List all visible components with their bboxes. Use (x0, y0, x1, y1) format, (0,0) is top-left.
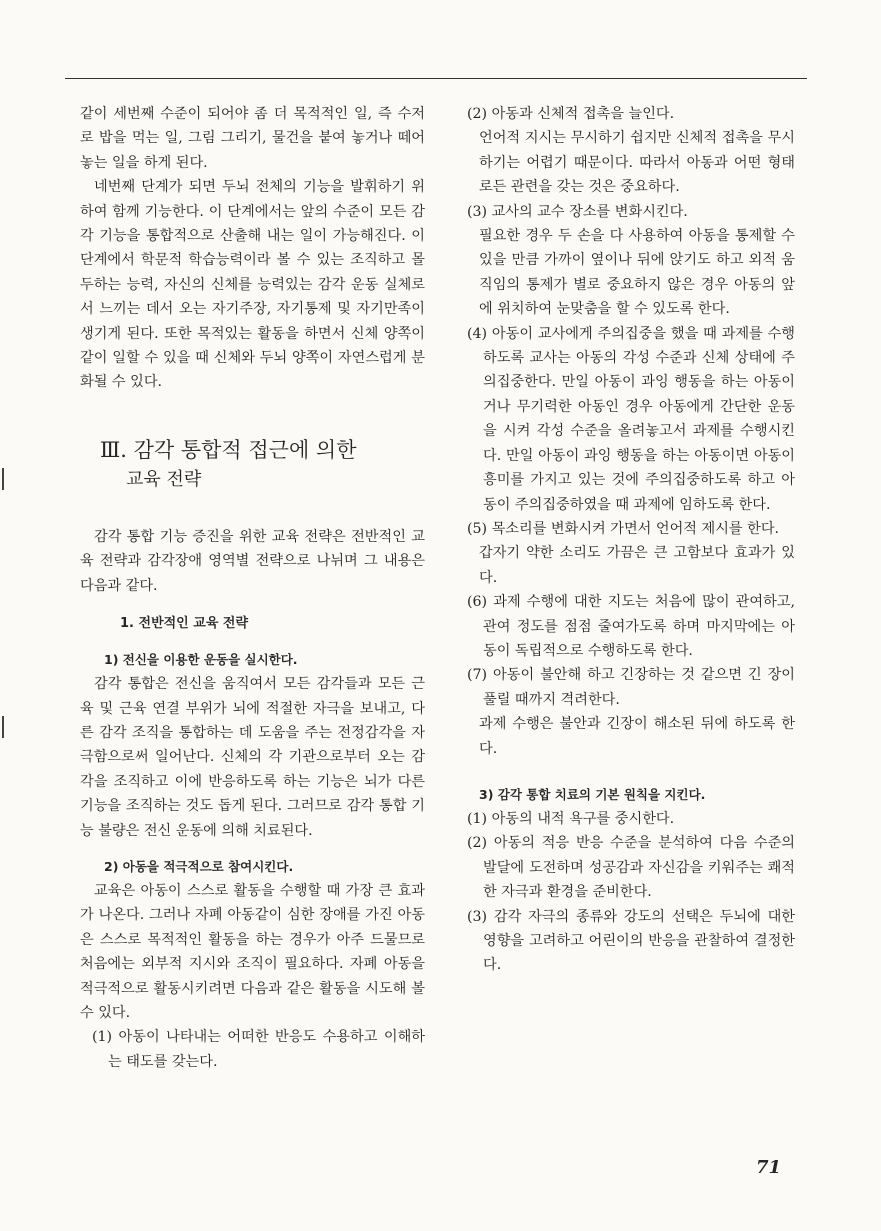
section-title: Ⅲ. 감각 통합적 접근에 의한 (100, 437, 357, 462)
list-item: (4) 아동이 교사에게 주의집중을 했을 때 과제를 수행하도록 교사는 아동의 각성 수준과 신체 상태에 주의집중한다. 만일 아동이 과잉 행동을 하는 아동이거나 무기력한 아동인 경우 아동에게 간단한 운동을 시켜 각성 수준을 올려놓고서 과제를 수행시킨다. 만일 아동이 과잉 행동을 하는 아동이면 아동이 흥미를 가지고 있는 것에 주의집중하도록 하고 아동이 주의집중하였을 때 과제에 임하도록 한다. (467, 325, 795, 513)
paragraph: 갑자기 약한 소리도 가끔은 큰 고함보다 효과가 있다. (479, 545, 795, 586)
subsection-heading: 1. 전반적인 교육 전략 (120, 616, 249, 632)
right-column (467, 102, 795, 978)
paragraph: 네번째 단계가 되면 두뇌 전체의 기능을 발휘하기 위하여 함께 기능한다. 이 단계에서는 앞의 수준이 모든 감각 기능을 통합적으로 산출해 내는 일이 가능해진다. 이 단계에서 학문적 학습능력이라 볼 수 있는 조직하고 몰두하는 능력, 자신의 신체를 능력있는 감각 운동 실체로서 느끼는 데서 오는 자기주장, 자기통제 및 자기만족이 생기게 된다. 또한 목적있는 활동을 하면서 신체 양쪽이 같이 일할 수 있을 때 신체와 두뇌 양쪽이 자연스럽게 분화될 수 있다. (80, 179, 425, 391)
subheading: 3) 감각 통합 치료의 기본 원칙을 지킨다. (479, 786, 706, 802)
paragraph: 필요한 경우 두 손을 다 사용하여 아동을 통제할 수 있을 만큼 가까이 옆이나 뒤에 앉기도 하고 외적 움직임의 통제가 별로 중요하지 않은 경우 아동의 앞에 위치하여 눈맞춤을 할 수 있도록 한다. (479, 228, 795, 318)
list-item: (3) 감각 자극의 종류와 강도의 선택은 두뇌에 대한 영향을 고려하고 어린이의 반응을 관찰하여 결정한다. (467, 908, 795, 974)
header-rule (65, 78, 807, 79)
paragraph: 감각 통합 기능 증진을 위한 교육 전략은 전반적인 교육 전략과 감각장애 영역별 전략으로 나뉘며 그 내용은 다음과 같다. (80, 528, 425, 594)
list-item: (7) 아동이 불안해 하고 긴장하는 것 같으면 긴 장이 풀릴 때까지 격려한다. (467, 667, 795, 708)
paragraph: 교육은 아동이 스스로 활동을 수행할 때 가장 큰 효과가 나온다. 그러나 자폐 아동같이 심한 장애를 가진 아동은 스스로 목적적인 활동을 하는 경우가 아주 드물므로 처음에는 외부적 지시와 조직이 필요하다. 자폐 아동을 적극적으로 활동시키려면 다음과 같은 활동을 시도해 볼 수 있다. (80, 882, 425, 1021)
paragraph: 언어적 지시는 무시하기 쉽지만 신체적 접촉을 무시하기는 어렵기 때문이다. 따라서 아동과 어떤 형태로든 관련을 갖는 것은 중요하다. (479, 130, 795, 196)
scan-mark (2, 468, 4, 490)
scan-mark (2, 716, 4, 738)
paragraph: 감각 통합은 전신을 움직여서 모든 감각들과 모든 근육 및 근육 연결 부위가 뇌에 적절한 자극을 보내고, 다른 감각 조직을 통합하는 데 도움을 주는 전정감각을 자극함으로써 일어난다. 신체의 각 기관으로부터 오는 감각을 조직하고 이에 반응하도록 하는 기능은 뇌가 다른 기능을 조직하는 것도 돕게 된다. 그러므로 감각 통합 기능 불량은 전신 운동에 의해 치료된다. (80, 676, 425, 839)
list-item: (2) 아동과 신체적 접촉을 늘인다. (467, 106, 675, 122)
section-heading (100, 435, 425, 495)
list-item: (1) 아동의 내적 욕구를 중시한다. (467, 810, 675, 827)
subheading: 1) 전신을 이용한 운동을 실시한다. (104, 652, 298, 668)
list-item: (2) 아동의 적응 반응 수준을 분석하여 다음 수준의 발달에 도전하며 성공감과 자신감을 키워주는 쾌적한 자극과 환경을 준비한다. (467, 835, 795, 901)
paragraph: 과제 수행은 불안과 긴장이 해소된 뒤에 하도록 한다. (479, 716, 795, 757)
page-number: 71 (756, 1157, 782, 1178)
left-column (80, 102, 425, 1074)
paragraph: 같이 세번째 수준이 되어야 좀 더 목적적인 일, 즉 수저로 밥을 먹는 일, 그림 그리기, 물건을 붙여 놓거나 떼어 놓는 일을 하게 된다. (80, 106, 425, 171)
list-item: (3) 교사의 교수 장소를 변화시킨다. (467, 203, 688, 220)
section-subtitle: 교육 전략 (126, 468, 202, 490)
list-item: (6) 과제 수행에 대한 지도는 처음에 많이 관여하고, 관여 정도를 점점 줄여가도록 하며 마지막에는 아동이 독립적으로 수행하도록 한다. (467, 594, 795, 659)
subheading: 2) 아동을 적극적으로 참여시킨다. (104, 858, 294, 874)
list-item: (5) 목소리를 변화시켜 가면서 언어적 제시를 한다. (467, 520, 780, 537)
list-item: (1) 아동이 나타내는 어떠한 반응도 수용하고 이해하는 태도를 갖는다. (92, 1029, 425, 1070)
